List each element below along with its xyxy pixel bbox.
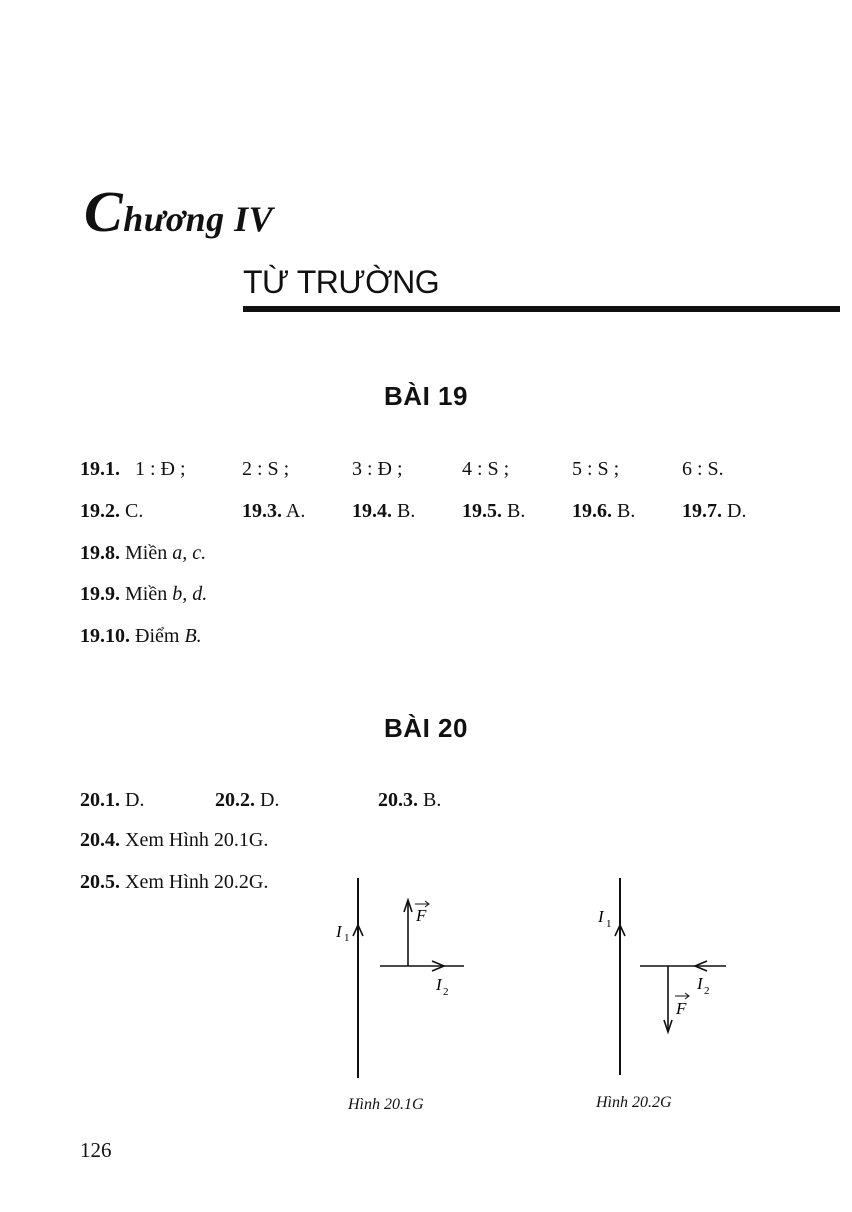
answer-19-1-item: 4 : S ; [462,458,510,480]
chapter-rule [243,306,840,312]
section-title-bai20: BÀI 20 [384,713,468,743]
chapter-title-rest: hương IV [123,199,274,239]
label-i1: I [336,922,342,941]
answer-19-8: 19.8. Miền a, c. [80,542,207,564]
chapter-heading [84,178,273,245]
answer-19-4: 19.4. B. [352,500,416,522]
label-i1-sub: 1 [606,918,612,930]
answer-19-1-item: 3 : Đ ; [352,458,403,480]
label-i2: I [697,974,703,993]
answer-20-3: 20.3. B. [378,789,442,811]
answer-20-5: 20.5. Xem Hình 20.2G. [80,871,269,893]
answer-19-1-num: 19.1. [80,458,120,480]
caption-figure-20-1g: Hình 20.1G [348,1096,424,1113]
answer-19-2: 19.2. C. [80,500,144,522]
answer-19-1-item: 2 : S ; [242,458,290,480]
answer-19-3: 19.3. A. [242,500,306,522]
answer-20-4: 20.4. Xem Hình 20.1G. [80,829,269,851]
label-i2-sub: 2 [704,985,710,997]
label-i2-sub: 2 [443,986,449,998]
answer-19-6: 19.6. B. [572,500,636,522]
label-i1: I [598,907,604,926]
answer-20-1: 20.1. D. [80,789,145,811]
label-f: F [416,906,427,925]
label-f: F [676,999,687,1018]
answer-19-5: 19.5. B. [462,500,526,522]
answer-19-10: 19.10. Điểm B. [80,625,202,647]
answer-19-9: 19.9. Miền b, d. [80,583,208,605]
section-title-bai19: BÀI 19 [384,381,468,411]
answer-19-1-item: 1 : Đ ; [135,458,186,480]
page-number: 126 [80,1138,112,1162]
figure-20-1g [320,870,480,1085]
chapter-subtitle: TỪ TRƯỜNG [243,264,440,300]
chapter-initial: C [84,179,124,244]
label-i1-sub: 1 [344,932,350,944]
answer-19-1-item: 5 : S ; [572,458,620,480]
figure-20-2g [590,870,740,1085]
label-i2: I [436,975,442,994]
answer-19-1-item: 6 : S. [682,458,724,480]
caption-figure-20-2g: Hình 20.2G [596,1094,672,1111]
answer-20-2: 20.2. D. [215,789,280,811]
answer-19-7: 19.7. D. [682,500,747,522]
